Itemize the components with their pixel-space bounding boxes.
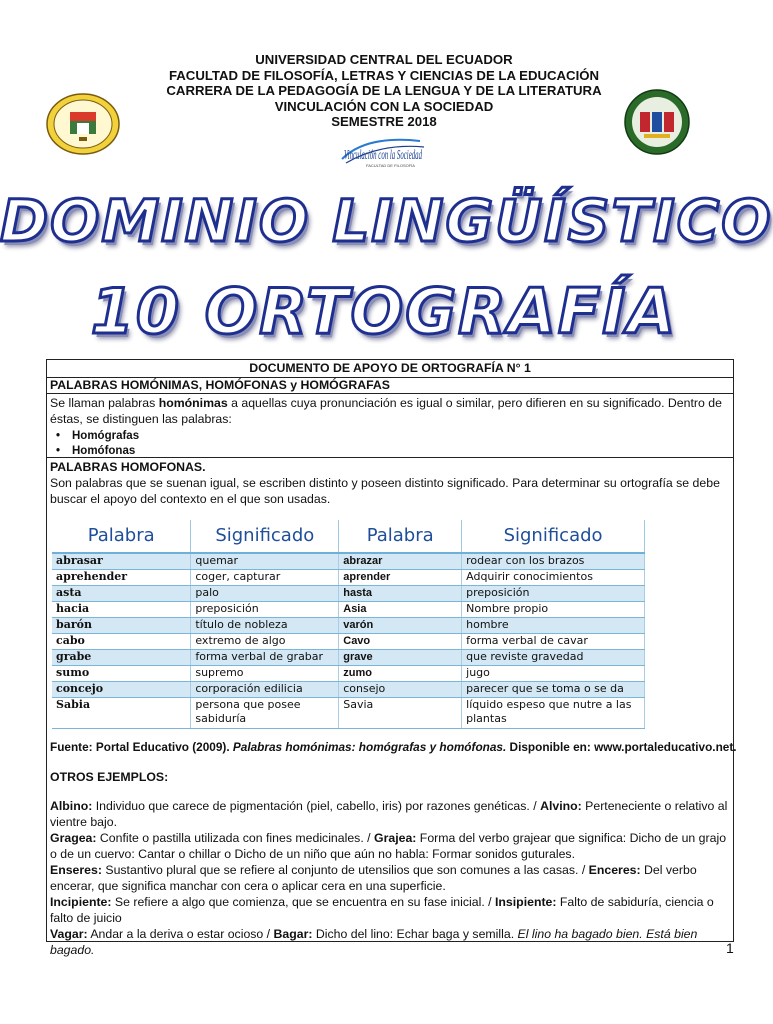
header-word-2: Palabra bbox=[339, 520, 462, 553]
intro-paragraph bbox=[47, 394, 733, 458]
example-term: Vagar: bbox=[50, 927, 88, 941]
header-line-career: CARRERA DE LA PEDAGOGÍA DE LA LENGUA Y DE LA LITERATURA bbox=[166, 83, 602, 99]
example-term: Incipiente: bbox=[50, 895, 112, 909]
main-title-ortografia: 10 ORTOGRAFÍA bbox=[90, 275, 678, 348]
example-definition: Dicho del lino: Echar baga y semilla. bbox=[312, 927, 518, 941]
example-term: Enceres: bbox=[588, 863, 641, 877]
example-item bbox=[50, 798, 730, 830]
word-cell: hasta bbox=[339, 586, 462, 602]
example-definition: Individuo que carece de pigmentación (piel, cabello, iris) por razones genéticas. / bbox=[92, 799, 541, 813]
meaning-cell: rodear con los brazos bbox=[462, 553, 645, 570]
career-seal-logo bbox=[622, 88, 692, 156]
source-author: Fuente: Portal Educativo (2009). bbox=[50, 740, 233, 754]
document-title: DOCUMENTO DE APOYO DE ORTOGRAFÍA N° 1 bbox=[47, 360, 733, 378]
meaning-cell: palo bbox=[191, 586, 339, 602]
word-cell: cabo bbox=[52, 634, 191, 650]
word-cell: Asia bbox=[339, 602, 462, 618]
word-cell: asta bbox=[52, 586, 191, 602]
other-examples-list bbox=[50, 798, 730, 958]
meaning-cell: Adquirir conocimientos bbox=[462, 570, 645, 586]
meaning-cell: persona que posee sabiduría bbox=[191, 698, 339, 729]
list-item-homofonas: • Homófonas bbox=[72, 444, 733, 459]
example-term: Alvino: bbox=[540, 799, 582, 813]
example-term: Insipiente: bbox=[495, 895, 557, 909]
word-cell: zumo bbox=[339, 666, 462, 682]
example-term: Grajea: bbox=[374, 831, 417, 845]
other-examples-heading: OTROS EJEMPLOS: bbox=[50, 770, 169, 784]
example-definition: Andar a la deriva o estar ocioso / bbox=[87, 927, 274, 941]
table-row bbox=[52, 570, 645, 586]
meaning-cell: extremo de algo bbox=[191, 634, 339, 650]
homophones-table bbox=[52, 520, 645, 729]
meaning-cell: título de nobleza bbox=[191, 618, 339, 634]
word-cell: concejo bbox=[52, 682, 191, 698]
example-term: Albino: bbox=[50, 799, 93, 813]
meaning-cell: líquido espeso que nutre a las plantas bbox=[462, 698, 645, 729]
meaning-cell: hombre bbox=[462, 618, 645, 634]
header-line-faculty: FACULTAD DE FILOSOFÍA, LETRAS Y CIENCIAS DE LA EDUCACIÓN bbox=[168, 67, 600, 83]
table-row bbox=[52, 634, 645, 650]
university-seal-logo bbox=[44, 92, 122, 156]
section-heading: PALABRAS HOMOFONAS. bbox=[50, 460, 206, 474]
meaning-cell: preposición bbox=[191, 602, 339, 618]
header-meaning-2: Significado bbox=[462, 520, 645, 553]
example-sentence: El lino ha bagado bien. Está bien bagado. bbox=[50, 927, 698, 957]
word-cell: grave bbox=[339, 650, 462, 666]
meaning-cell: quemar bbox=[191, 553, 339, 570]
word-cell: Savia bbox=[339, 698, 462, 729]
example-definition: Falto de sabiduría, ciencia o falto de juicio bbox=[50, 895, 714, 925]
meaning-cell: coger, capturar bbox=[191, 570, 339, 586]
header-line-semester: SEMESTRE 2018 bbox=[331, 114, 437, 130]
example-definition: Confite o pastilla utilizada con fines medicinales. / bbox=[96, 831, 374, 845]
word-cell: varón bbox=[339, 618, 462, 634]
institution-header bbox=[120, 52, 648, 130]
word-cell: sumo bbox=[52, 666, 191, 682]
vinculacion-sociedad-logo bbox=[336, 133, 428, 169]
main-title-dominio: DOMINIO LINGÜÍSTICO bbox=[0, 187, 773, 255]
example-item bbox=[50, 862, 730, 894]
faculty-logo-text: Vinculación con la Sociedad bbox=[344, 148, 423, 163]
table-row bbox=[52, 682, 645, 698]
word-cell: abrazar bbox=[339, 553, 462, 570]
source-citation bbox=[50, 739, 737, 755]
meaning-cell: preposición bbox=[462, 586, 645, 602]
faculty-logo-subtext: FACULTAD DE FILOSOFÍA bbox=[366, 163, 415, 168]
source-title: Palabras homónimas: homógrafas y homófonas. bbox=[232, 740, 507, 754]
header-line-vinculacion: VINCULACIÓN CON LA SOCIEDAD bbox=[274, 98, 494, 114]
table-row bbox=[52, 553, 645, 570]
header-meaning-1: Significado bbox=[191, 520, 339, 553]
table-header-row bbox=[52, 520, 645, 553]
example-term: Enseres: bbox=[50, 863, 102, 877]
section-description: Son palabras que se suenan igual, se escriben distinto y poseen distinto significado. Para determinar su ortografía se debe buscar el apoyo del contexto en el que son usadas. bbox=[50, 476, 720, 506]
meaning-cell: jugo bbox=[462, 666, 645, 682]
example-definition: Perteneciente o relativo al vientre bajo. bbox=[50, 799, 728, 829]
table-row bbox=[52, 586, 645, 602]
homophones-section bbox=[50, 459, 730, 507]
source-url-text: Disponible en: www.portaleducativo.net. bbox=[506, 740, 737, 754]
meaning-cell: supremo bbox=[191, 666, 339, 682]
word-type-list bbox=[50, 429, 733, 459]
word-cell: aprender bbox=[339, 570, 462, 586]
meaning-cell: corporación edilicia bbox=[191, 682, 339, 698]
word-cell: hacia bbox=[52, 602, 191, 618]
intro-text bbox=[50, 395, 730, 427]
example-definition: Forma del verbo grajear que significa: Dicho de un grajo o de un cuervo: Cantar o chillar o Dicho de un niño que aún no habla: Formar sonidos guturales. bbox=[50, 831, 727, 861]
page-number: 1 bbox=[726, 940, 734, 956]
example-term: Gragea: bbox=[50, 831, 97, 845]
table-row bbox=[52, 602, 645, 618]
meaning-cell: parecer que se toma o se da bbox=[462, 682, 645, 698]
word-cell: Sabia bbox=[52, 698, 191, 729]
word-cell: Cavo bbox=[339, 634, 462, 650]
header-word-1: Palabra bbox=[52, 520, 191, 553]
list-item-homografas: • Homógrafas bbox=[72, 429, 733, 444]
table-row bbox=[52, 650, 645, 666]
example-item bbox=[50, 926, 730, 958]
meaning-cell: que reviste gravedad bbox=[462, 650, 645, 666]
example-item bbox=[50, 894, 730, 926]
intro-text-end: a aquellas cuya pronunciación es igual o similar, pero difieren en su significado. Dentro de éstas, se distinguen las palabras: bbox=[50, 396, 722, 426]
intro-keyword: homónimas bbox=[158, 396, 228, 410]
document-subtitle: PALABRAS HOMÓNIMAS, HOMÓFONAS y HOMÓGRAFAS bbox=[47, 378, 733, 394]
meaning-cell: Nombre propio bbox=[462, 602, 645, 618]
example-definition: Se refiere a algo que comienza, que se encuentra en su fase inicial. / bbox=[111, 895, 495, 909]
example-item bbox=[50, 830, 730, 862]
word-cell: grabe bbox=[52, 650, 191, 666]
meaning-cell: forma verbal de grabar bbox=[191, 650, 339, 666]
example-definition: Del verbo encerar, que significa manchar con cera o aplicar cera en una superficie. bbox=[50, 863, 697, 893]
example-term: Bagar: bbox=[273, 927, 313, 941]
header-line-university: UNIVERSIDAD CENTRAL DEL ECUADOR bbox=[255, 52, 513, 67]
word-cell: aprehender bbox=[52, 570, 191, 586]
table-row bbox=[52, 698, 645, 729]
intro-text-start: Se llaman palabras bbox=[50, 396, 159, 410]
table-row bbox=[52, 666, 645, 682]
meaning-cell: forma verbal de cavar bbox=[462, 634, 645, 650]
word-cell: consejo bbox=[339, 682, 462, 698]
word-cell: abrasar bbox=[52, 553, 191, 570]
word-cell: barón bbox=[52, 618, 191, 634]
example-definition: Sustantivo plural que se refiere al conjunto de utensilios que son comunes a las casas. / bbox=[101, 863, 589, 877]
table-row bbox=[52, 618, 645, 634]
support-document bbox=[46, 359, 737, 957]
